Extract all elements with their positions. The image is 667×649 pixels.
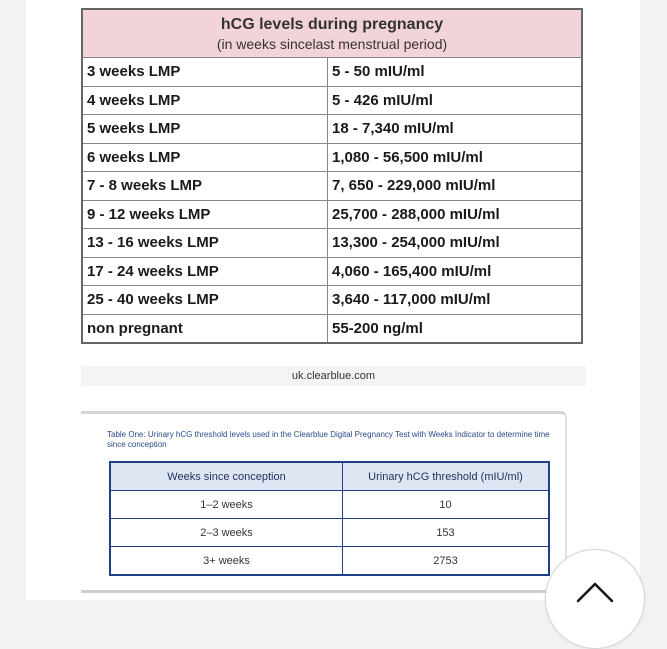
level-cell: 25,700 - 288,000 mIU/ml: [328, 200, 583, 229]
level-cell: 7, 650 - 229,000 mIU/ml: [328, 172, 583, 201]
level-cell: 18 - 7,340 mIU/ml: [328, 115, 583, 144]
hcg-table-header: [82, 9, 582, 58]
period-cell: 13 - 16 weeks LMP: [82, 229, 328, 258]
level-cell: 5 - 426 mIU/ml: [328, 86, 583, 115]
column-header-threshold: Urinary hCG threshold (mIU/ml): [343, 462, 550, 491]
hcg-levels-table: [81, 8, 583, 344]
hcg-table-title: hCG levels during pregnancy: [220, 15, 444, 33]
table-row: [110, 519, 549, 547]
table-row: [82, 143, 582, 172]
threshold-cell: 2753: [343, 547, 550, 576]
period-cell: 6 weeks LMP: [82, 143, 328, 172]
period-cell: 25 - 40 weeks LMP: [82, 286, 328, 315]
period-cell: 7 - 8 weeks LMP: [82, 172, 328, 201]
threshold-table-caption: Table One: Urinary hCG threshold levels used in the Clearblue Digital Pregnancy Test with Weeks Indicator to determine time since conception: [107, 430, 550, 449]
source-caption: uk.clearblue.com: [81, 366, 586, 386]
level-cell: 55-200 ng/ml: [328, 314, 583, 343]
period-cell: 4 weeks LMP: [82, 86, 328, 115]
column-header-weeks: Weeks since conception: [110, 462, 343, 491]
table-row: [82, 172, 582, 201]
table-row: [82, 115, 582, 144]
hcg-table-subtitle: (in weeks sincelast menstrual period): [216, 35, 448, 52]
weeks-cell: 1–2 weeks: [110, 491, 343, 519]
level-cell: 5 - 50 mIU/ml: [328, 58, 583, 87]
table-row: [110, 491, 549, 519]
period-cell: 3 weeks LMP: [82, 58, 328, 87]
threshold-cell: 153: [343, 519, 550, 547]
level-cell: 3,640 - 117,000 mIU/ml: [328, 286, 583, 315]
threshold-header-row: [110, 462, 549, 491]
table-row: [82, 58, 582, 87]
table-row: [110, 547, 549, 576]
threshold-table: [109, 461, 550, 576]
chevron-up-icon: [575, 580, 615, 604]
table-row: [82, 314, 582, 343]
table-row: [82, 200, 582, 229]
level-cell: 4,060 - 165,400 mIU/ml: [328, 257, 583, 286]
level-cell: 1,080 - 56,500 mIU/ml: [328, 143, 583, 172]
period-cell: non pregnant: [82, 314, 328, 343]
period-cell: 17 - 24 weeks LMP: [82, 257, 328, 286]
level-cell: 13,300 - 254,000 mIU/ml: [328, 229, 583, 258]
period-cell: 9 - 12 weeks LMP: [82, 200, 328, 229]
weeks-cell: 3+ weeks: [110, 547, 343, 576]
table-row: [82, 257, 582, 286]
hcg-table-header-row: [82, 9, 582, 58]
scroll-to-top-button[interactable]: [545, 549, 645, 649]
table-row: [82, 286, 582, 315]
period-cell: 5 weeks LMP: [82, 115, 328, 144]
table-row: [82, 229, 582, 258]
weeks-cell: 2–3 weeks: [110, 519, 343, 547]
threshold-card: [81, 411, 567, 593]
table-row: [82, 86, 582, 115]
threshold-cell: 10: [343, 491, 550, 519]
